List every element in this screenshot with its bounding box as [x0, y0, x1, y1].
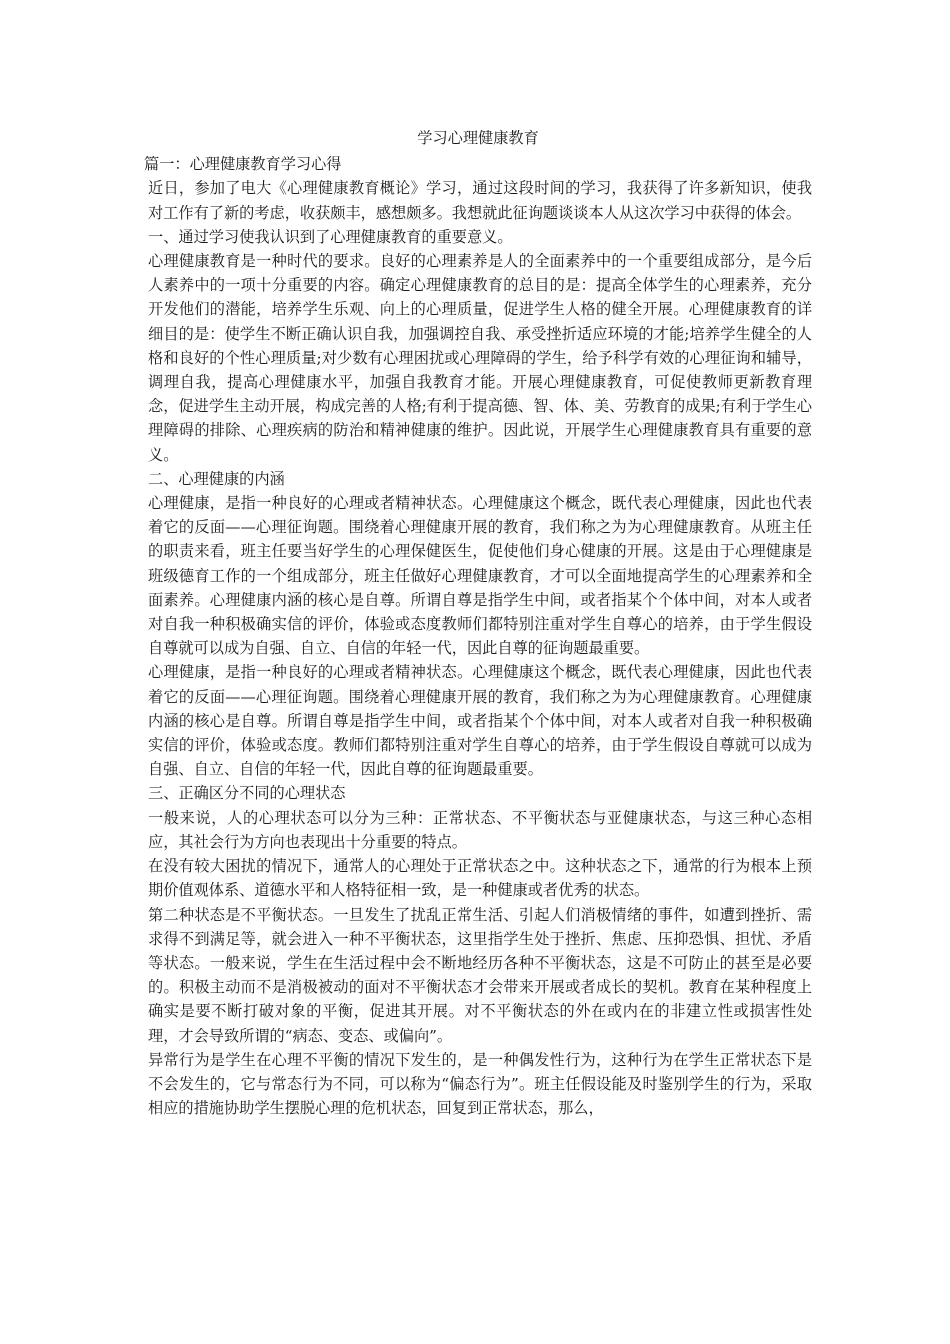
- paragraph: 一般来说，人的心理状态可以分为三种：正常状态、不平衡状态与亚健康状态，与这三种心态相应，其社会行为方向也表现出十分重要的特点。: [148, 808, 812, 851]
- paragraph: 心理健康教育是一种时代的要求。良好的心理素养是人的全面素养中的一个重要组成部分，是今后人素养中的一项十分重要的内容。确定心理健康教育的总目的是：提高全体学生的心理素养，充分开发他们的潜能，培养学生乐观、向上的心理质量，促进学生人格的健全开展。心理健康教育的详细目的是：使学生不断正确认识自我，加强调控自我、承受挫折适应环境的才能;培养学生健全的人格和良好的个性心理质量;对少数有心理困扰或心理障碍的学生，给予科学有效的心理征询和辅导，调理自我，提高心理健康水平，加强自我教育才能。开展心理健康教育，可促使教师更新教育理念，促进学生主动开展，构成完善的人格;有利于提高德、智、体、美、劳教育的成果;有利于学生心理障碍的排除、心理疾病的防治和精神健康的维护。因此说，开展学生心理健康教育具有重要的意义。: [148, 252, 812, 464]
- paragraph: 第二种状态是不平衡状态。一旦发生了扰乱正常生活、引起人们消极情绪的事件，如遭到挫折、需求得不到满足等，就会进入一种不平衡状态，这里指学生处于挫折、焦虑、压抑恐惧、担忧、矛盾等状态。一般来说，学生在生活过程中会不断地经历各种不平衡状态，这是不可防止的甚至是必要的。积极主动而不是消极被动的面对不平衡状态才会带来开展或者成长的契机。教育在某种程度上确实是要不断打破对象的平衡，促进其开展。对不平衡状态的外在或内在的非建立性或损害性处理，才会导致所谓的“病态、变态、或偏向”。: [148, 905, 812, 1045]
- paragraph: 近日，参加了电大《心理健康教育概论》学习，通过这段时间的学习，我获得了许多新知识，使我对工作有了新的考虑，收获颇丰，感想颇多。我想就此征询题谈谈本人从这次学习中获得的体会。: [148, 179, 812, 222]
- section-heading: 二、心理健康的内涵: [148, 469, 285, 488]
- document-blocks: [144, 176, 812, 1120]
- document-title: 学习心理健康教育: [417, 129, 539, 147]
- paragraph: 异常行为是学生在心理不平衡的情况下发生的，是一种偶发性行为，这种行为在学生正常状态下是不会发生的，它与常态行为不同，可以称为“偏态行为”。班主任假设能及时鉴别学生的行为，采取相应的措施协助学生摆脱心理的危机状态，回复到正常状态，那么，: [148, 1050, 812, 1118]
- part-heading: 篇一：心理健康教育学习心得: [144, 155, 342, 174]
- paragraph: 心理健康，是指一种良好的心理或者精神状态。心理健康这个概念，既代表心理健康，因此也代表着它的反面——心理征询题。围绕着心理健康开展的教育，我们称之为为心理健康教育。从班主任的职责来看，班主任要当好学生的心理保健医生，促使他们身心健康的开展。这是由于心理健康是班级德育工作的一个组成部分，班主任做好心理健康教育，才可以全面地提高学生的心理素养和全面素养。心理健康内涵的核心是自尊。所谓自尊是指学生中间，或者指某个个体中间，对本人或者对自我一种积极确实信的评价，体验或态度教师们都特别注重对学生自尊心的培养，由于学生假设自尊就可以成为自强、自立、自信的年轻一代，因此自尊的征询题最重要。: [148, 494, 812, 658]
- section-heading: 一、通过学习使我认识到了心理健康教育的重要意义。: [148, 227, 513, 246]
- section-heading: 三、正确区分不同的心理状态: [148, 784, 346, 803]
- document-body: [144, 126, 812, 1120]
- paragraph: 心理健康，是指一种良好的心理或者精神状态。心理健康这个概念，既代表心理健康，因此也代表着它的反面——心理征询题。围绕着心理健康开展的教育，我们称之为为心理健康教育。心理健康内涵的核心是自尊。所谓自尊是指学生中间，或者指某个个体中间，对本人或者对自我一种积极确实信的评价，体验或态度。教师们都特别注重对学生自尊心的培养，由于学生假设自尊就可以成为自强、自立、自信的年轻一代，因此自尊的征询题最重要。: [148, 663, 812, 779]
- paragraph: 在没有较大困扰的情况下，通常人的心理处于正常状态之中。这种状态之下，通常的行为根本上预期价值观体系、道德水平和人格特征相一致，是一种健康或者优秀的状态。: [148, 857, 812, 900]
